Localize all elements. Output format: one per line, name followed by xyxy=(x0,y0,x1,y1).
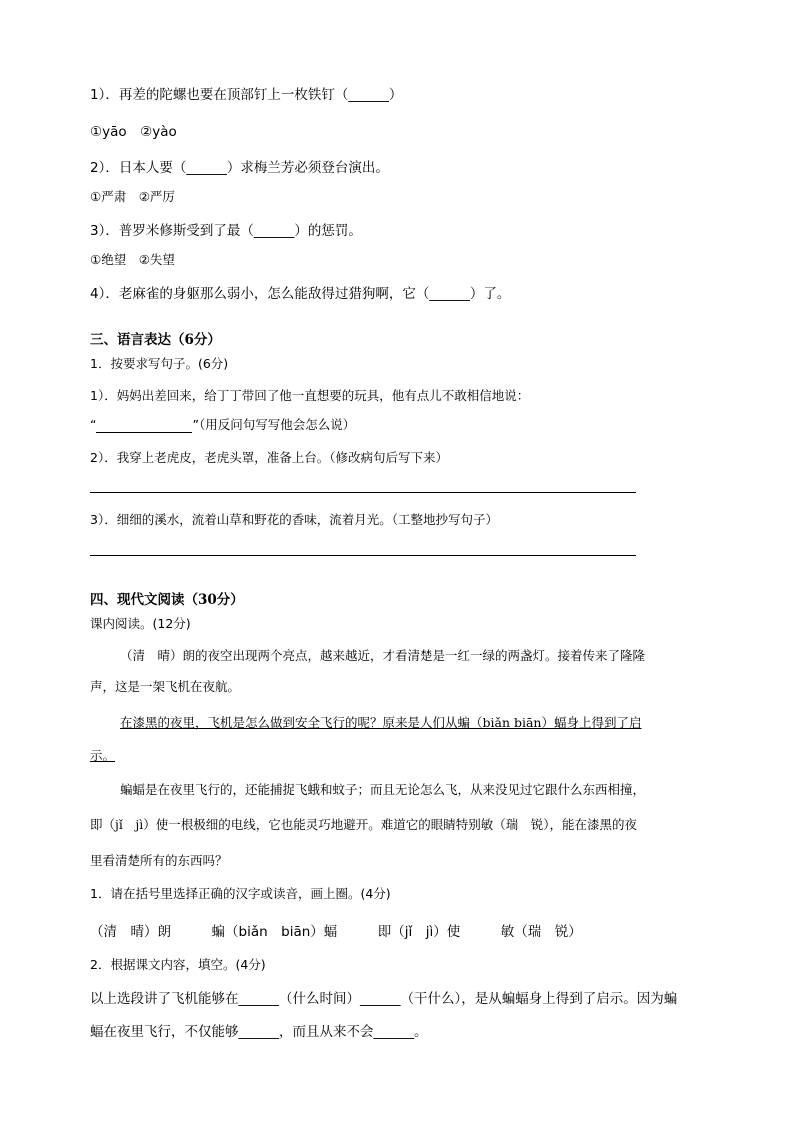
reading-question-2-line-2[interactable]: 蝠在夜里飞行，不仅能够______，而且从来不会______。 xyxy=(90,1024,428,1040)
sentence-1: 1）．妈妈出差回来，给丁丁带回了他一直想要的玩具，他有点儿不敢相信地说： xyxy=(90,388,530,403)
close-quote-instruction: ”（用反问句写写他会怎么说） xyxy=(192,417,356,432)
passage-para-2-line-1: 在漆黑的夜里，飞机是怎么做到安全飞行的呢？原来是人们从蝙（biǎn biān）蝠身上得到了启 xyxy=(120,715,642,730)
sentence-1-answer xyxy=(90,415,355,433)
passage-para-1-line-2: 声，这是一架飞机在夜航。 xyxy=(90,679,241,694)
passage-para-2-line-2: 示。 xyxy=(90,748,116,763)
section-3-task: 1．按要求写句子。(6分) xyxy=(90,356,229,371)
section-4-subheading: 课内阅读。(12分) xyxy=(90,616,191,631)
sentence-3: 3）．细细的溪水，流着山草和野花的香味，流着月光。（工整地抄写句子） xyxy=(90,512,498,527)
answer-line-2[interactable] xyxy=(90,555,636,556)
sentence-2: 2）．我穿上老虎皮，老虎头罩，准备上台。（修改病句后写下来） xyxy=(90,450,448,465)
answer-line-1[interactable] xyxy=(90,492,636,493)
passage-para-3-line-3: 里看清楚所有的东西吗？ xyxy=(90,853,228,868)
question-2-3-options: ①绝望 ②失望 xyxy=(90,252,175,267)
section-4-heading: 四、现代文阅读（30分） xyxy=(90,592,244,608)
reading-question-2: 2．根据课文内容，填空。(4分) xyxy=(90,957,266,972)
reading-question-2-line-1[interactable]: 以上选段讲了飞机能够在______（什么时间）______（干什么），是从蝙蝠身上得到了启示。因为蝙 xyxy=(90,991,678,1007)
section-3-heading: 三、语言表达（6分） xyxy=(90,332,221,348)
passage-para-1-line-1: （清 晴）朗的夜空出现两个亮点，越来越近，才看清楚是一红一绿的两盏灯。接着传来了隆隆 xyxy=(120,648,646,663)
question-2-2: 2）．日本人要（______）求梅兰芳必须登台演出。 xyxy=(90,160,389,176)
answer-blank[interactable] xyxy=(96,417,192,433)
open-quote: “ xyxy=(90,417,97,432)
reading-question-1-options[interactable]: （清 晴）朗 蝙（biǎn biān）蝠 即（jǐ jì）使 敏（瑞 锐） xyxy=(90,924,582,940)
question-2-1-options: ①yāo ②yào xyxy=(90,124,177,140)
question-2-1: 1）．再差的陀螺也要在顶部钉上一枚铁钉（______） xyxy=(90,87,403,103)
question-2-4: 4）．老麻雀的身躯那么弱小，怎么能敌得过猎狗啊，它（______）了。 xyxy=(90,286,511,302)
passage-para-3-line-1: 蝙蝠是在夜里飞行的，还能捕捉飞蛾和蚊子；而且无论怎么飞，从来没见过它跟什么东西相撞， xyxy=(120,782,646,797)
question-2-3: 3）．普罗米修斯受到了最（______）的惩罚。 xyxy=(90,223,362,239)
passage-para-3-line-2: 即（jǐ jì）使一根极细的电线，它也能灵巧地避开。难道它的眼睛特别敏（瑞 锐），能在漆黑的夜 xyxy=(90,817,637,832)
question-2-2-options: ①严肃 ②严厉 xyxy=(90,189,175,204)
reading-question-1: 1．请在括号里选择正确的汉字或读音，画上圈。(4分) xyxy=(90,886,391,901)
